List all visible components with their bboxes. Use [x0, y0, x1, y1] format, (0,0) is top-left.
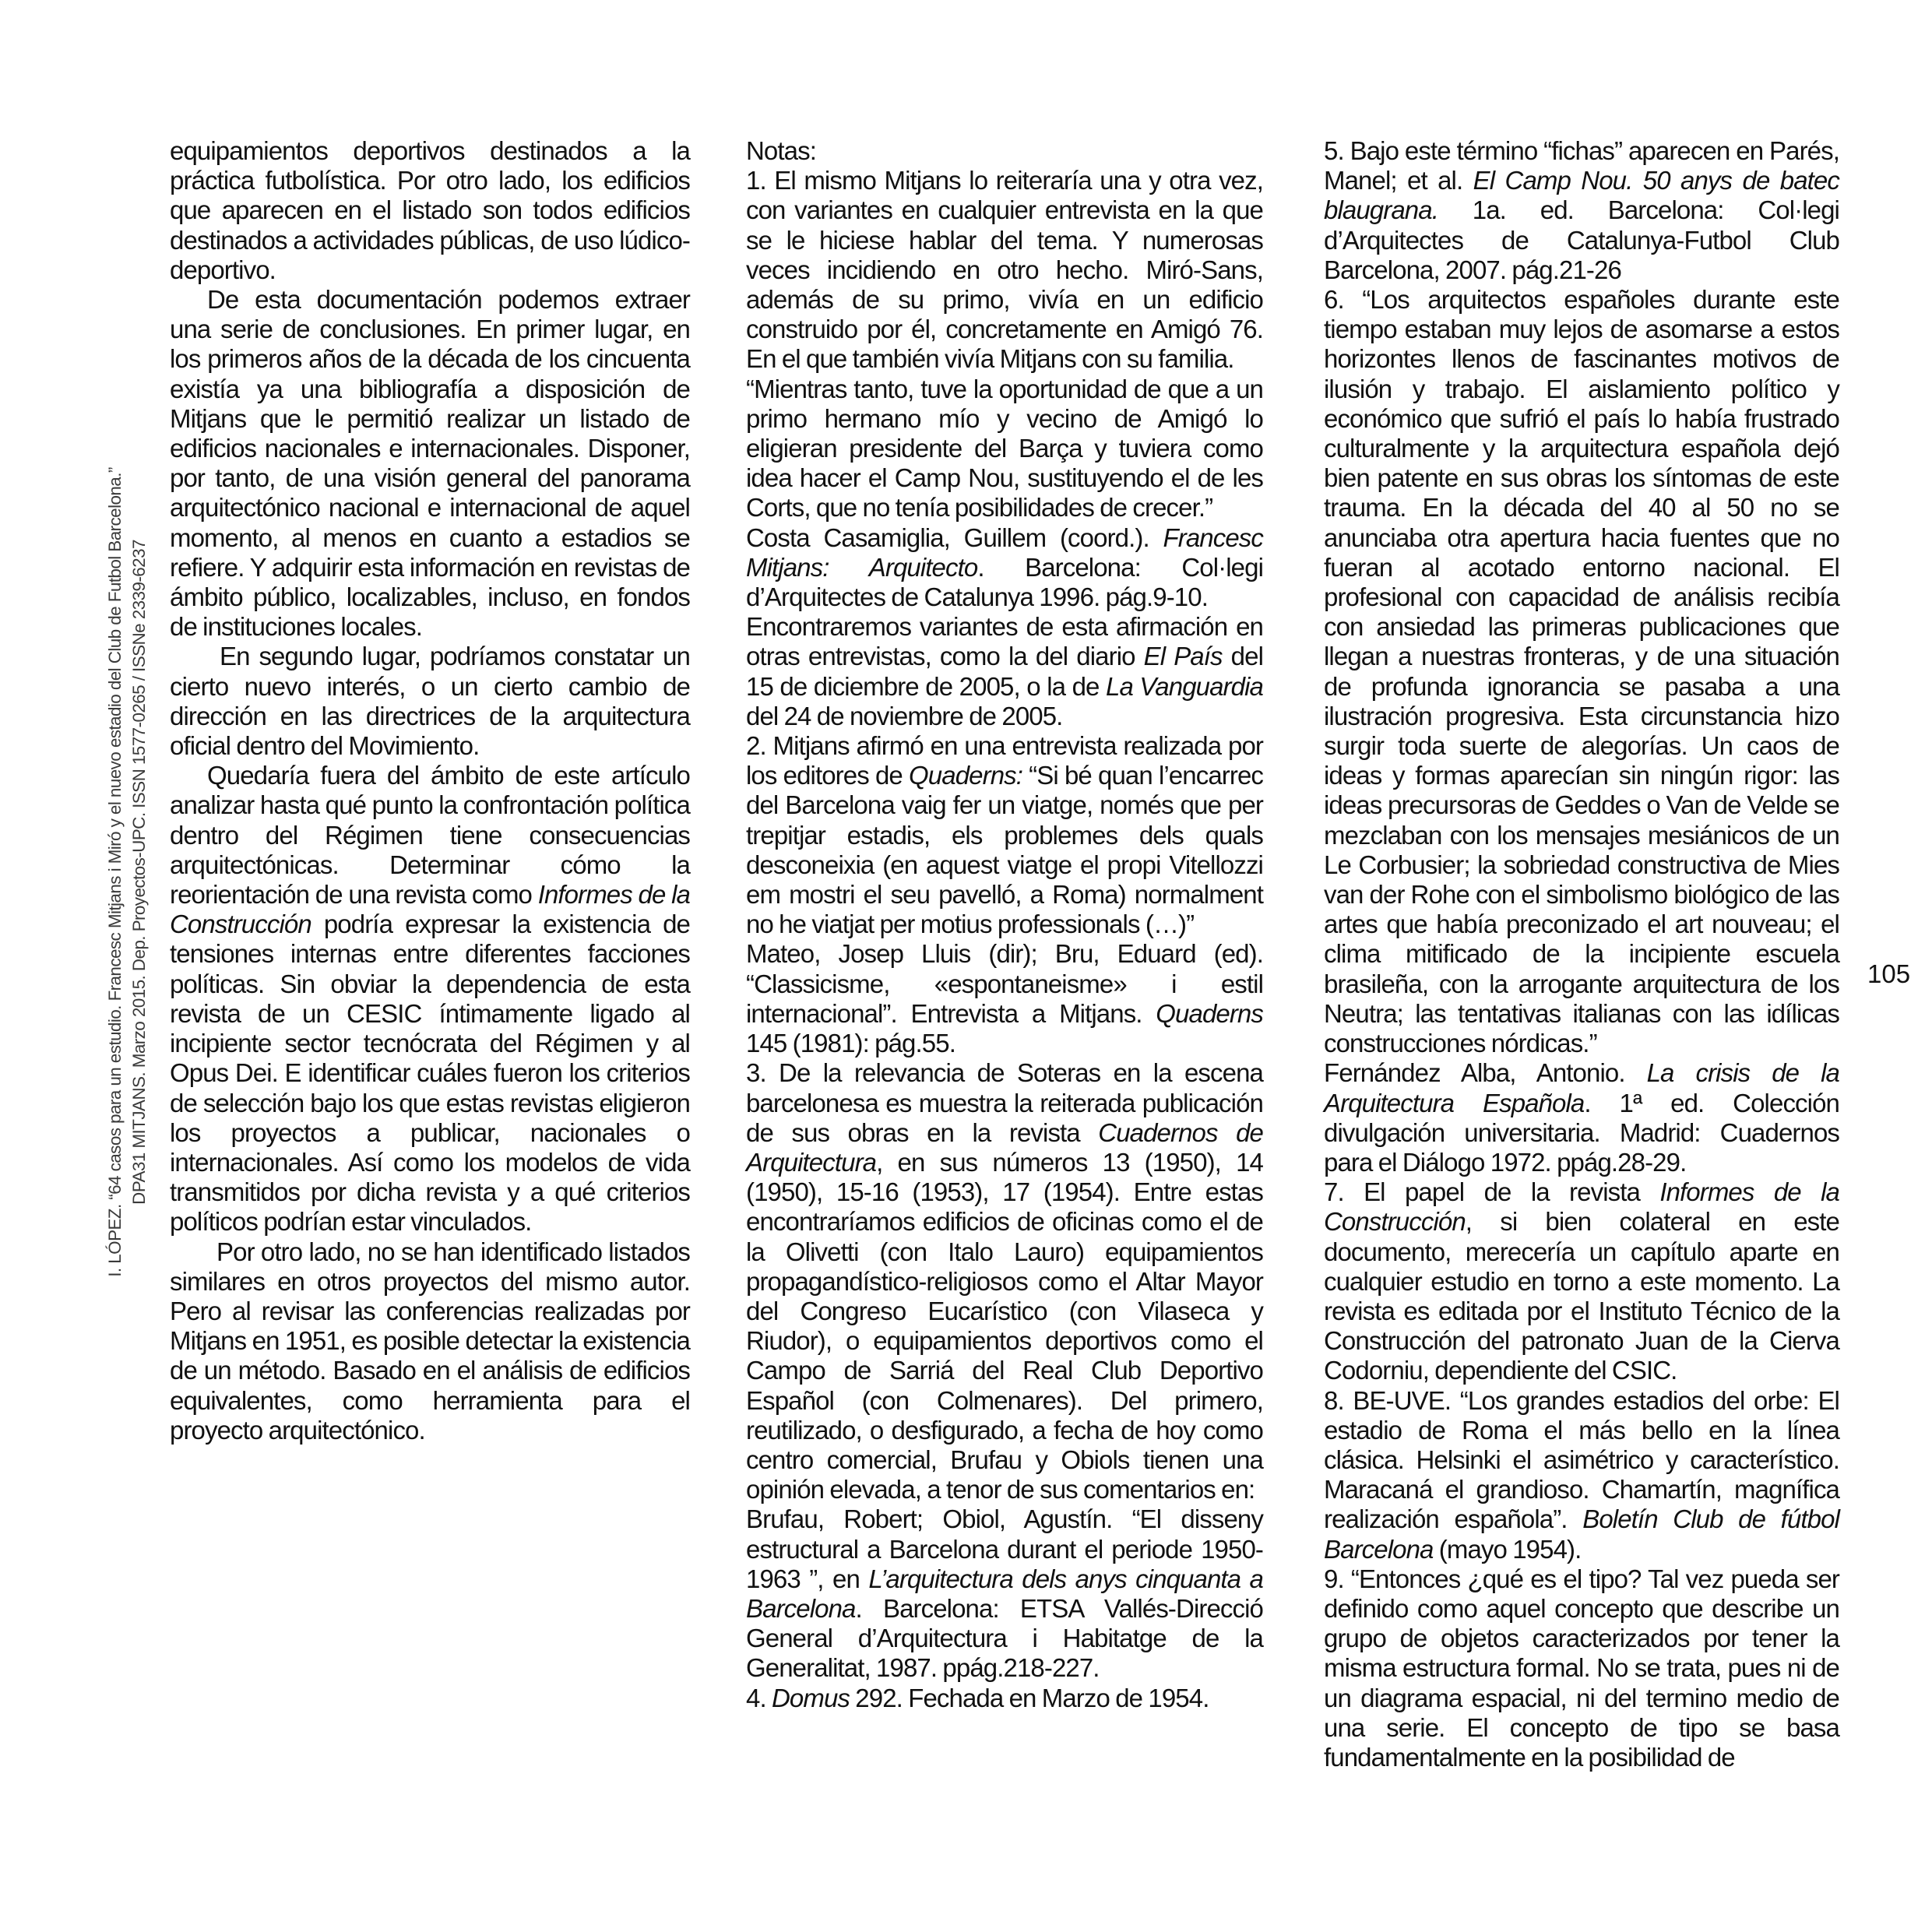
note-7: 7. El papel de la revista Informes de la Construcción, si bien colateral en este documento, merecería un capítulo aparte en cualquier estudio en torno a este momento. La revista es editada por el Instituto Técnico de la Construcción del patronato Juan de la Cierva Codorniu, dependiente del CSIC.	[1324, 1177, 1839, 1385]
note-2-citation: Mateo, Josep Lluis (dir); Bru, Eduard (ed). “Classicisme, «espontaneisme» i estil internacional”. Entrevista a Mitjans. Quaderns 145 (1981): pág.55.	[746, 939, 1263, 1058]
running-head-line-2: DPA31 MITJANS. Marzo 2015. Dep. Proyectos-UPC. ISSN 1577-0265 / ISSNe 2339-6237	[129, 540, 149, 1205]
running-head-line-1: I. LÓPEZ. “64 casos para un estudio. Francesc Mitjans i Miró y el nuevo estadio del Club de Futbol Barcelona.”	[105, 467, 125, 1277]
note-2: 2. Mitjans afirmó en una entrevista realizada por los editores de Quaderns: “Si bé quan l’encarrec del Barcelona vaig fer un viatge, només que per trepitjar estadis, els problemes dels quals desconeixia (en aquest viatge el propi Vitellozzi em mostri el seu pavelló, a Roma) normalment no he viatjat per motius professionals (…)”	[746, 731, 1263, 939]
note-5: 5. Bajo este término “fichas” aparecen en Parés, Manel; et al. El Camp Nou. 50 anys de batec blaugrana. 1a. ed. Barcelona: Col·legi d’Arquitectes de Catalunya-Futbol Club Barcelona, 2007. pág.21-26	[1324, 136, 1839, 284]
paragraph: De esta documentación podemos extraer una serie de conclusiones. En primer lugar, en los primeros años de la década de los cincuenta existía ya una bibliografía a disposición de Mitjans que le permitió realizar un listado de edificios nacionales e internacionales. Disponer, por tanto, de una visión general del panorama arquitectónico nacional e internacional de aquel momento, al menos en cuanto a estadios se refiere. Y adquirir esta información en revistas de ámbito público, localizables, incluso, en fondos de instituciones locales.	[170, 285, 690, 642]
note-1-variants: Encontraremos variantes de esta afirmación en otras entrevistas, como la del diario El País del 15 de diciembre de 2005, o la de La Vanguardia del 24 de noviembre de 2005.	[746, 612, 1264, 730]
body-text-column	[170, 136, 690, 1445]
note-9: 9. “Entonces ¿qué es el tipo? Tal vez pueda ser definido como aquel concepto que describe un grupo de objetos caracterizados por tener la misma estructura formal. No se trata, pues ni de un diagrama espacial, ni del termino medio de una serie. El concepto de tipo se basa fundamentalmente en la posibilidad de	[1324, 1564, 1839, 1772]
note-4: 4. Domus 292. Fechada en Marzo de 1954.	[746, 1683, 1209, 1712]
running-head	[103, 362, 151, 1382]
notes-column	[746, 136, 1263, 1713]
note-1-quote: “Mientras tanto, tuve la oportunidad de que a un primo hermano mío y vecino de Amigó lo eligieran presidente del Barça y tuviera como idea hacer el Camp Nou, sustituyendo el de les Corts, que no tenía posibilidades de crecer.”	[746, 374, 1263, 523]
notes-column-continued	[1324, 136, 1839, 1772]
note-8: 8. BE-UVE. “Los grandes estadios del orbe: El estadio de Roma el más bello en la línea clásica. Helsinki el asimétrico y característico. Maracaná el grandioso. Chamartín, magnífica realización española”. Boletín Club de fútbol Barcelona (mayo 1954).	[1324, 1385, 1839, 1564]
note-3-citation: Brufau, Robert; Obiol, Agustín. “El disseny estructural a Barcelona durant el periode 1950-1963 ”, en L’arquitectura dels anys cinquanta a Barcelona. Barcelona: ETSA Vallés-Direcció General d’Arquitectura i Habitatge de la Generalitat, 1987. ppág.218-227.	[746, 1504, 1263, 1683]
note-1: 1. El mismo Mitjans lo reiteraría una y otra vez, con variantes en cualquier entrevista en la que se le hiciese hablar del tema. Y numerosas veces incidiendo en otro hecho. Miró-Sans, además de su primo, vivía en un edificio construido por él, concretamente en Amigó 76. En el que también vivía Mitjans con su familia.	[746, 166, 1263, 374]
paragraph: Por otro lado, no se han identificado listados similares en otros proyectos del mismo autor. Pero al revisar las conferencias realizadas por Mitjans en 1951, es posible detectar la existencia de un método. Basado en el análisis de edificios equivalentes, como herramienta para el proyecto arquitectónico.	[170, 1237, 690, 1445]
note-3: 3. De la relevancia de Soteras en la escena barcelonesa es muestra la reiterada publicación de sus obras en la revista Cuadernos de Arquitectura, en sus números 13 (1950), 14 (1950), 15-16 (1953), 17 (1954). Entre estas encontraríamos edificios de oficinas como el de la Olivetti (con Italo Lauro) equipamientos propagandístico-religiosos como el Altar Mayor del Congreso Eucarístico (con Vilaseca y Riudor), o equipamientos deportivos como el Campo de Sarriá del Real Club Deportivo Español (con Colmenares). Del primero, reutilizado, o desfigurado, a fecha de hoy como centro comercial, Brufau y Obiols tienen una opinión elevada, a tenor de sus comentarios en:	[746, 1058, 1264, 1504]
note-1-citation: Costa Casamiglia, Guillem (coord.). Francesc Mitjans: Arquitecto. Barcelona: Col·legi d’Arquitectes de Catalunya 1996. pág.9-10.	[746, 523, 1264, 612]
journal-title: Informes de la Construcción	[170, 880, 690, 939]
note-6-citation: Fernández Alba, Antonio. La crisis de la Arquitectura Española. 1ª ed. Colección divulgación universitaria. Madrid: Cuadernos para el Diálogo 1972. ppág.28-29.	[1324, 1058, 1839, 1177]
notes-heading: Notas:	[746, 136, 816, 165]
note-6-quote: 6. “Los arquitectos españoles durante este tiempo estaban muy lejos de asomarse a estos horizontes llenos de fascinantes motivos de ilusión y trabajo. El aislamiento político y económico que sufrió el país lo había frustrado culturalmente y la arquitectura española dejó bien patente en sus obras los síntomas de este trauma. En la década del 40 al 50 no se anunciaba otra apertura hacia fuentes que no fueran al acotado entorno nacional. El profesional con capacidad de análisis recibía con ansiedad las primeras publicaciones que llegan a nuestras fronteras, y de una situación de profunda ignorancia se pasaba a una ilustración progresiva. Esta circunstancia hizo surgir toda suerte de alegorías. Un caos de ideas y formas aparecían sin ningún rigor: las ideas precursoras de Geddes o Van de Velde se mezclaban con los mensajes mesiánicos de un Le Corbusier; la sobriedad constructiva de Mies van der Rohe con el simbolismo biológico de las artes que había preconizado el art nouveau; el clima mitificado de la incipiente escuela brasileña, con la arrogante arquitectura de los Neutra; las tentativas italianas con las idílicas construcciones nórdicas.”	[1324, 285, 1839, 1058]
page-number: 105	[1867, 959, 1911, 988]
paragraph: Quedaría fuera del ámbito de este artículo analizar hasta qué punto la confrontación política dentro del Régimen tiene consecuencias arquitectónicas. Determinar cómo la reorientación de una revista como Informes de la Construcción podría expresar la existencia de tensiones internas entre diferentes facciones políticas. Sin obviar la dependencia de esta revista de un CESIC íntimamente ligado al incipiente sector tecnócrata del Régimen y al Opus Dei. E identificar cuáles fueron los criterios de selección bajo los que estas revistas eligieron los proyectos a publicar, nacionales o internacionales. Así como los modelos de vida transmitidos por dicha revista y a qué criterios políticos podrían estar vinculados.	[170, 761, 690, 1237]
paragraph: En segundo lugar, podríamos constatar un cierto nuevo interés, o un cierto cambio de dirección en las directrices de la arquitectura oficial dentro del Movimiento.	[170, 642, 690, 761]
paragraph: equipamientos deportivos destinados a la práctica futbolística. Por otro lado, los edificios que aparecen en el listado son todos edificios destinados a actividades públicas, de uso lúdico-deportivo.	[170, 136, 690, 284]
